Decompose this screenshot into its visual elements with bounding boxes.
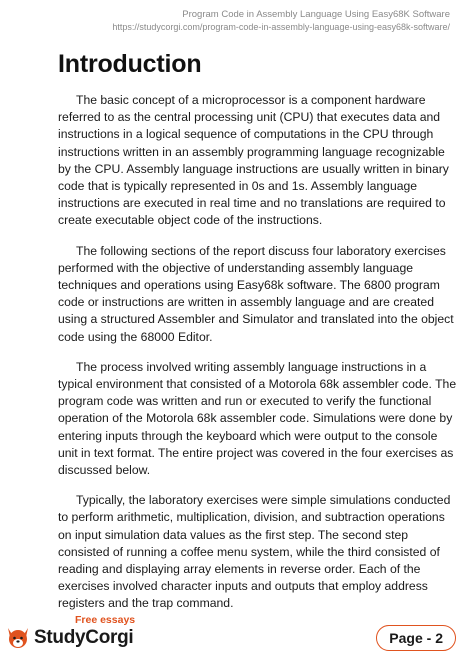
corgi-logo-icon [4,622,32,650]
footer-brand: StudyCorgi [34,627,134,648]
header-url[interactable]: https://studycorgi.com/program-code-in-assembly-language-using-easy68k-software/ [112,22,450,32]
paragraph: The following sections of the report discuss four laboratory exercises performed with the objective of understanding assembly language techniques and operations using Easy68k software. The 6800 program code or instructions are written in assembly language and are created using a structured Assembler and Simulator and translated into the object code using the 68000 Editor. [58,243,454,344]
footer-tagline: Free essays [75,614,136,626]
page-number-badge: Page - 2 [376,625,456,651]
page-header [112,8,450,33]
paragraph: The process involved writing assembly language instructions in a typical environment that consisted of a Motorola 68k assembler code. The program code was written and run or executed to verify the functional operation of the Motorola 68k assembler code. Simulations were done by entering inputs through the keyboard which were output to the console unit in text format. The entire project was covered in the four exercises as discussed below. [58,359,457,478]
document-body [58,92,460,626]
header-title: Program Code in Assembly Language Using Easy68K Software [182,9,450,20]
document-heading: Introduction [58,50,202,78]
paragraph: Typically, the laboratory exercises were simple simulations conducted to perform arithmetic, multiplication, division, and subtraction operations on input simulation data values as the first step. The second step consisted of running a coffee menu system, while the third consisted of reading and displaying array elements in reverse order. Each of the exercises involved character inputs and outputs that employ address registers and the trap command. [58,493,451,611]
paragraph: The basic concept of a microprocessor is a component hardware referred to as the central processing unit (CPU) that executes data and instructions in a logical sequence of computations in the CPU through instructions written in an assembly programming language recognizable by the CPU. Assembly language instructions are usually written in binary code that is typically represented in 0s and 1s. Assembly language instructions are executed in real time and no translations are required to create executable object code of the instructions. [58,93,449,228]
